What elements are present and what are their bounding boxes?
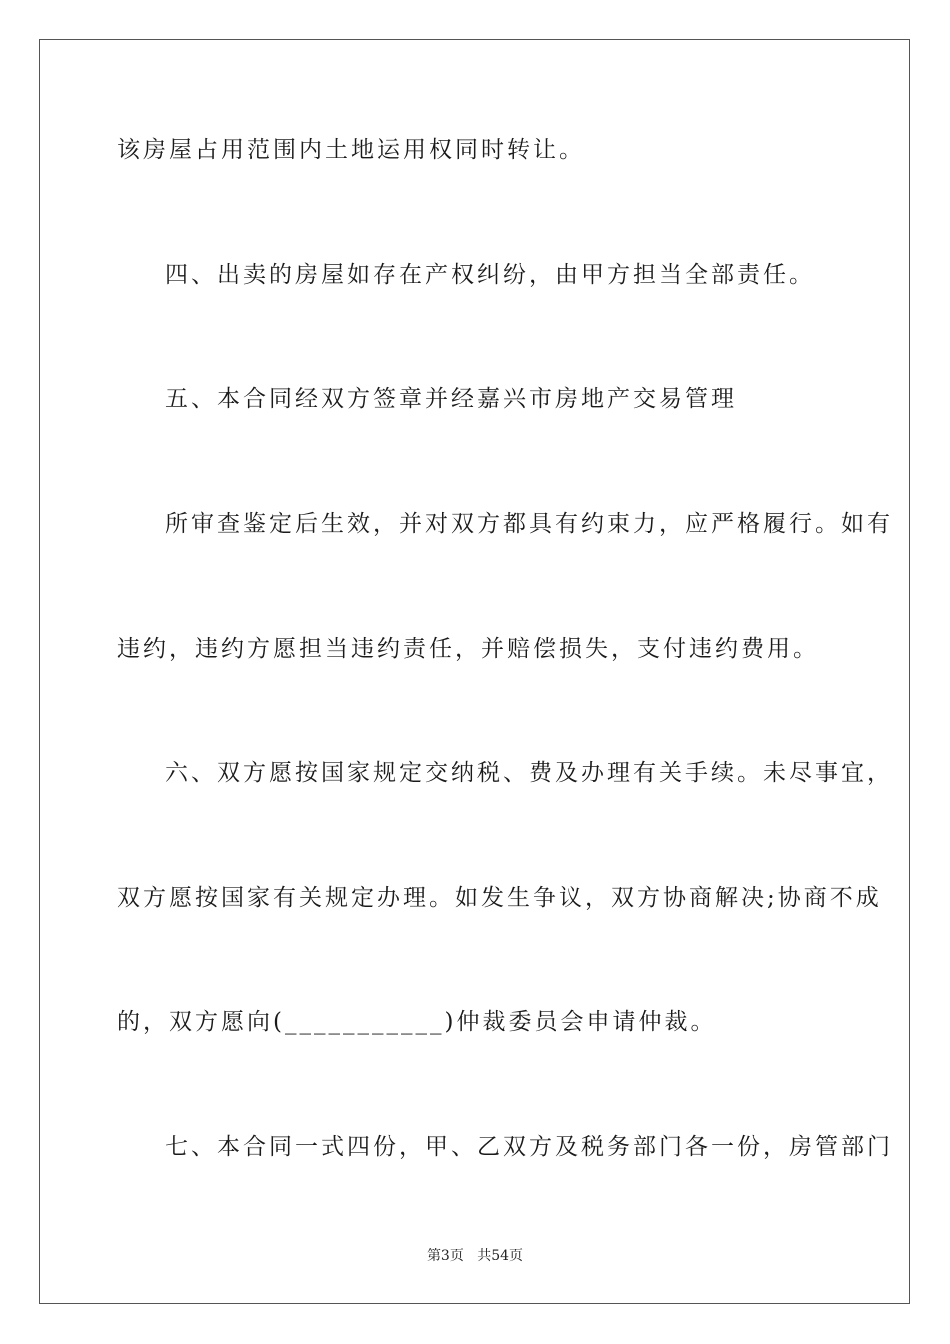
text-line-1: 该房屋占用范围内土地运用权同时转让。 [117, 137, 585, 163]
page-footer [0, 1247, 950, 1265]
page-border [39, 39, 910, 1304]
text-line-7: 双方愿按国家有关规定办理。如发生争议，双方协商解决;协商不成 [117, 885, 882, 911]
text-line-3: 五、本合同经双方签章并经嘉兴市房地产交易管理 [165, 386, 737, 412]
text-line-9: 七、本合同一式四份，甲、乙双方及税务部门各一份，房管部门 [165, 1134, 893, 1160]
text-line-2: 四、出卖的房屋如存在产权纠纷，由甲方担当全部责任。 [165, 262, 815, 288]
text-line-4: 所审查鉴定后生效，并对双方都具有约束力，应严格履行。如有 [165, 511, 893, 537]
text-line-5: 违约，违约方愿担当违约责任，并赔偿损失，支付违约费用。 [117, 636, 819, 662]
page-total: 共54页 [477, 1248, 524, 1264]
page-number: 第3页 [426, 1248, 464, 1264]
text-line-6: 六、双方愿按国家规定交纳税、费及办理有关手续。未尽事宜， [165, 760, 893, 786]
text-line-8: 的，双方愿向(___________)仲裁委员会申请仲裁。 [117, 1009, 717, 1035]
